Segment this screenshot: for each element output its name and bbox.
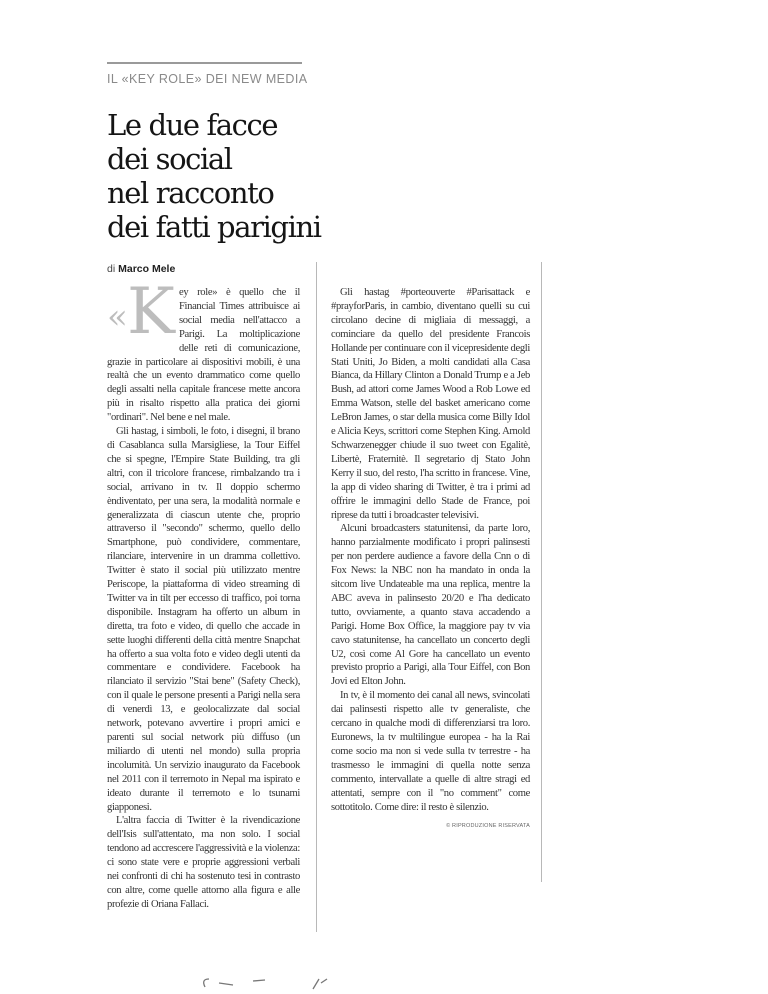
paragraph: Alcuni broadcasters statunitensi, da parte loro, hanno parzialmente modificato i propri palinsesti per non perdere audience a favore della Cnn o di Fox News: la NBC non ha mandato in onda la sitcom live Undateable ma una replica, mentre la ABC aveva in palinsesto 20/20 e l'ha dedicato tutto, ovviamente, a quanto stava accadendo a Parigi. Home Box Office, la maggiore pay tv via cavo statunitense, ha cancellato un concerto degli U2, così come Al Gore ha cancellato un evento previsto proprio a Parigi, alla Tour Eiffel, con Bon Jovi ed Elton John. bbox=[331, 523, 530, 688]
drop-cap bbox=[107, 275, 177, 349]
column-divider bbox=[316, 262, 317, 932]
author-name: Marco Mele bbox=[118, 263, 176, 275]
byline-prefix: di bbox=[107, 263, 116, 275]
byline bbox=[107, 263, 175, 275]
headline-line: dei social bbox=[107, 142, 232, 176]
drop-cap-quote: « bbox=[107, 297, 128, 337]
paragraph: ey role» è quello che il Financial Times attribuisce ai social media nell'attacco a Parigi. La moltiplicazione delle reti di comunicazione, grazie in particolare ai dispositivi mobili, è una realtà che un evento drammatico come quello degli assalti nella capitale francese mette ancora più in risalto rispetto alla pratica dei giorni "ordinari". Nel bene e nel male. bbox=[107, 287, 300, 424]
headline-line: nel racconto bbox=[107, 176, 274, 210]
kicker: IL «KEY ROLE» DEI NEW MEDIA bbox=[107, 72, 308, 86]
article-column-right bbox=[331, 286, 530, 834]
handwritten-marks bbox=[195, 965, 365, 990]
drop-cap-letter: K bbox=[127, 275, 175, 349]
paragraph: Gli hastag, i simboli, le foto, i disegni, il brano di Casablanca sulla Marsigliese, la Tour Eiffel che si spegne, l'Empire State Building, tra gli altri, con il tricolore francese, rimbalzando tra i social, arrivano in tv. Il doppio schermo èndiventato, per una sera, la modalità normale e generalizzata di ciascun utente che, proprio attraverso il "secondo" schermo, quello dello Smartphone, può condividere, commentare, rilanciare, intervenire in un dramma collettivo. Twitter è stato il social più utilizzato mentre Periscope, la piattaforma di video streaming di Twitter va in tilt per eccesso di traffico, poi torna disponibile. Instagram ha offerto un album in diretta, tra foto e video, di quello che accade in sette luoghi differenti della città mentre Snapchat ha offerto a sua volta foto e video degli utenti da commentare e condividere. Facebook ha rilanciato il servizio "Stai bene" (Safety Check), con il quale le persone presenti a Parigi nella sera di venerdì 13, e geolocalizzate dal social network, potevano avvertire i propri amici e parenti sul social network più diffuso (un miliardo di utenti nel mondo) sulla propria incolumità. Un servizio inaugurato da Facebook nel 2011 con il terremoto in Nepal ma ispirato e ideato durante il terremoto e lo tsunami giapponesi. bbox=[107, 426, 300, 813]
top-rule bbox=[107, 62, 302, 64]
paragraph: In tv, è il momento dei canal all news, svincolati dai palinsesti rispetto alle tv generaliste, che cercano in qualche modi di differenziarsi tra loro. Euronews, la tv multilingue europea - ha la Rai come socio ma non si vede sulla tv terrestre - ha trasmesso le immagini di quella notte senza commento, intervallate a quelle di altre stragi ed attentati, sempre con il "no comment" come sottotitolo. Come dire: il resto è silenzio. bbox=[331, 690, 530, 813]
paragraph: L'altra faccia di Twitter è la rivendicazione dell'Isis sull'attentato, ma non solo. I social tendono ad accrescere l'aggressività e la violenza: ci sono state vere e proprie aggressioni verbali nei confronti di chi ha sostenuto tesi in contrasto con altre, come quelle attorno alla figura e alle profezie di Oriana Fallaci. bbox=[107, 815, 300, 910]
column-divider bbox=[541, 262, 542, 882]
article-column-left bbox=[107, 275, 300, 912]
headline-line: Le due facce bbox=[107, 108, 278, 142]
headline bbox=[107, 108, 321, 244]
paragraph: Gli hastag #porteouverte #Parisattack e #prayforParis, in cambio, diventano quelli su cui circolano decine di migliaia di messaggi, a cominciare da quello del presidente Francois Hollande per continuare con il vicepresidente degli Stati Uniti, Jo Biden, a molti candidati alla Casa Bianca, da Hillary Clinton a Donald Trump e a Jeb Bush, ad attori come James Wood a Rob Lowe ed Emma Watson, stelle del basket americano come LeBron James, o star della musica come Billy Idol e Alicia Keys, scrittori come Stephen King. Arnold Schwarzenegger chiude il suo tweet con Egalitè, Libertè, Fraternitè. Il segretario dj Stato John Kerry il suo, del resto, l'ha scritto in francese. Vine, la app di video sharing di Twitter, è tra i primi ad offrire le immagini dello Stade de France, poi riprese da tutti i broadcaster televisivi. bbox=[331, 287, 530, 521]
copyright-credit: © RIPRODUZIONE RISERVATA bbox=[446, 823, 530, 830]
headline-line: dei fatti parigini bbox=[107, 210, 321, 244]
